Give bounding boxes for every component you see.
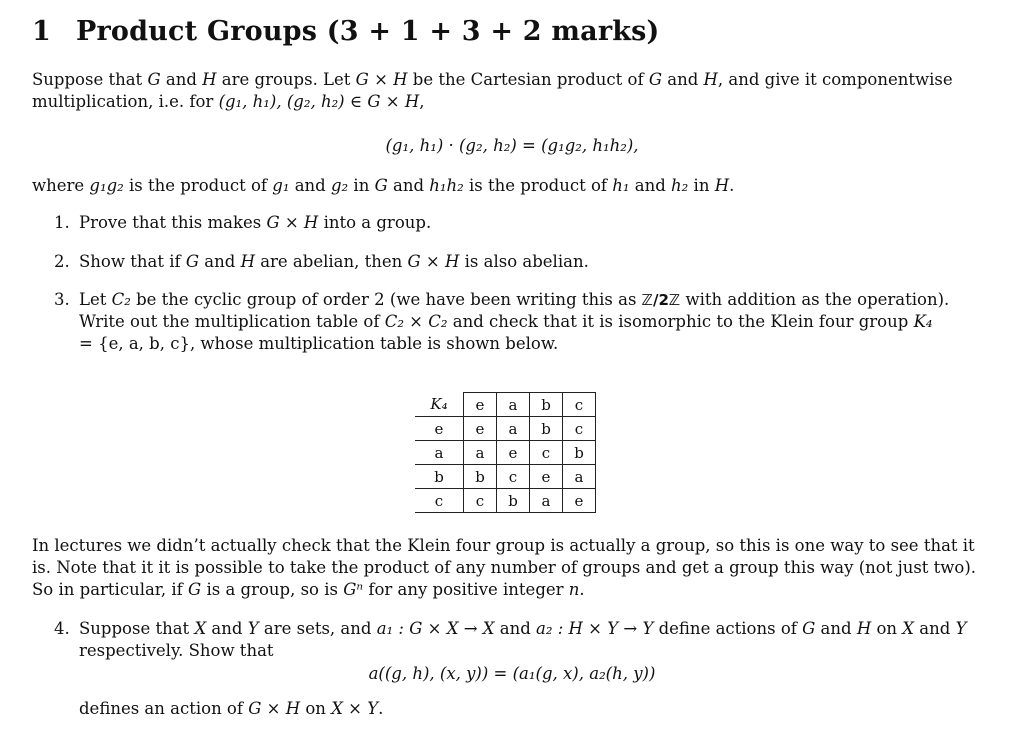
item-marker: 2.: [54, 252, 70, 271]
where-text: in: [348, 176, 375, 195]
where-paragraph: [32, 175, 992, 197]
math-n: n: [568, 580, 580, 599]
where-text: and: [289, 176, 331, 195]
math-h2: h₂: [671, 176, 689, 195]
table-cell: b: [530, 417, 563, 441]
math-a2-map: a₂ : H × Y → Y: [536, 619, 654, 638]
math-C2: C₂: [111, 290, 131, 309]
item-text: defines an action of: [79, 699, 249, 718]
math-G: G: [648, 70, 662, 89]
table-cell: c: [464, 489, 497, 513]
intro-text: are groups. Let: [216, 70, 356, 89]
section-title: Product Groups (3 + 1 + 3 + 2 marks): [76, 16, 660, 47]
table-row-label: b: [415, 465, 464, 489]
paragraph-text: for any positive integer: [363, 580, 569, 599]
intro-text: and: [662, 70, 704, 89]
table-header-cell: c: [563, 393, 596, 417]
question-item-4: [54, 618, 984, 662]
math-K4: K₄: [913, 312, 933, 331]
table-cell: e: [497, 441, 530, 465]
math-XxY: X × Y: [331, 699, 379, 718]
table-cell: c: [563, 417, 596, 441]
math-Z2Z: ℤ/2ℤ: [641, 291, 681, 309]
intro-text: ,: [419, 92, 425, 111]
table-header-cell: b: [530, 393, 563, 417]
where-text: .: [729, 176, 735, 195]
item-text: with addition as the operation). Write out the multiplication table of: [79, 290, 950, 331]
table-cell: c: [530, 441, 563, 465]
paragraph-text: is a group, so is: [201, 580, 344, 599]
item-text: .: [378, 699, 384, 718]
item-text: are abelian, then: [254, 252, 408, 271]
math-H: H: [202, 70, 217, 89]
math-C2xC2: C₂ × C₂: [384, 312, 448, 331]
math-g1: g₁: [272, 176, 290, 195]
math-g2: g₂: [330, 176, 349, 195]
table-header-cell: e: [464, 393, 497, 417]
math-X: X: [194, 619, 207, 638]
table-row: [415, 465, 596, 489]
intro-text: and: [160, 70, 203, 89]
equation-text: a((g, h), (x, y)) = (a₁(g, x), a₂(h, y)): [368, 664, 656, 683]
table-cell: a: [464, 441, 497, 465]
math-G: G: [374, 176, 388, 195]
math-a1-map: a₁ : G × X → X: [376, 619, 495, 638]
question-item-3: [54, 289, 984, 355]
item-marker: 1.: [54, 213, 70, 232]
where-text: and: [629, 176, 672, 195]
math-H: H: [856, 619, 872, 638]
table-row-label: a: [415, 441, 464, 465]
math-K4: K₄: [430, 395, 448, 414]
math-Gn: Gⁿ: [343, 580, 364, 599]
math-X: X: [902, 619, 915, 638]
table-row: [415, 417, 596, 441]
table-row: [415, 489, 596, 513]
table-corner-cell: [415, 393, 464, 417]
math-GxH: G × H: [266, 213, 319, 232]
intro-text: Suppose that: [32, 70, 148, 89]
item-text: is also abelian.: [459, 252, 589, 271]
item-text: whose multiplication table is shown below.: [195, 334, 559, 353]
section-heading: [32, 16, 660, 47]
question-item-1: [54, 212, 984, 234]
math-Y: Y: [247, 619, 259, 638]
table-cell: e: [530, 465, 563, 489]
math-H: H: [703, 70, 718, 89]
table-cell: a: [530, 489, 563, 513]
item-text: and: [914, 619, 956, 638]
math-h1: h₁: [612, 176, 630, 195]
item-text: Suppose that: [79, 619, 195, 638]
item-4-conclusion: [79, 698, 979, 720]
where-text: and: [387, 176, 430, 195]
math-GxH: G × H: [248, 699, 301, 718]
table-row-label: e: [415, 417, 464, 441]
item-text: and: [815, 619, 857, 638]
item-text: into a group.: [318, 213, 432, 232]
table-row: [415, 441, 596, 465]
table-cell: a: [563, 465, 596, 489]
item-marker: 4.: [54, 619, 70, 638]
intro-text: , and give it componentwise multiplication, i.e. for: [32, 70, 953, 111]
table-cell: e: [563, 489, 596, 513]
table-header-cell: a: [497, 393, 530, 417]
math-g1g2: g₁g₂: [89, 176, 124, 195]
table-cell: c: [497, 465, 530, 489]
table-cell: a: [497, 417, 530, 441]
equation-text: (g₁, h₁) · (g₂, h₂) = (g₁g₂, h₁h₂),: [385, 136, 639, 155]
table-row-label: c: [415, 489, 464, 513]
item-marker: 3.: [54, 290, 70, 309]
where-text: is the product of: [123, 176, 273, 195]
klein-four-multiplication-table: [415, 392, 596, 513]
question-item-2: [54, 251, 984, 273]
math-h1h2: h₁h₂: [429, 176, 464, 195]
item-text: and: [206, 619, 248, 638]
item-text: and: [494, 619, 537, 638]
item-text: Show that if: [79, 252, 186, 271]
math-H: H: [714, 176, 730, 195]
item-text: respectively. Show that: [79, 641, 274, 660]
math-pairs: (g₁, h₁), (g₂, h₂) ∈ G × H: [218, 92, 420, 111]
display-equation-multiplication: [0, 136, 1024, 155]
where-text: in: [688, 176, 715, 195]
item-text: are sets, and: [258, 619, 377, 638]
table-cell: b: [563, 441, 596, 465]
math-G: G: [188, 580, 202, 599]
section-number: 1: [32, 16, 51, 47]
item-text: on: [300, 699, 332, 718]
paragraph-text: .: [579, 580, 585, 599]
item-text: on: [871, 619, 903, 638]
paragraph-text: In lectures we didn’t actually check that the Klein four group is actually a group, so this is one way to see that it is. Note that it it is possible to take the product of any number of groups and get a group this way (not just two). So in particular, if: [32, 536, 977, 599]
item-text: Let: [79, 290, 112, 309]
item-text: = {e, a, b, c},: [79, 334, 196, 353]
table-cell: b: [497, 489, 530, 513]
math-G: G: [147, 70, 161, 89]
math-Y: Y: [955, 619, 967, 638]
item-text: Prove that this makes: [79, 213, 267, 232]
item-text: and check that it is isomorphic to the Klein four group: [447, 312, 914, 331]
table-header-row: [415, 393, 596, 417]
intro-text: be the Cartesian product of: [407, 70, 649, 89]
after-table-paragraph: [32, 535, 992, 601]
item-text: and: [199, 252, 241, 271]
math-GxH: G × H: [355, 70, 408, 89]
math-H: H: [240, 252, 255, 271]
table-cell: b: [464, 465, 497, 489]
math-G: G: [185, 252, 200, 271]
table-cell: e: [464, 417, 497, 441]
item-text: define actions of: [653, 619, 803, 638]
where-text: is the product of: [463, 176, 613, 195]
where-text: where: [32, 176, 90, 195]
intro-paragraph: [32, 69, 992, 113]
math-G: G: [802, 619, 816, 638]
display-equation-action: [0, 664, 1024, 683]
item-text: be the cyclic group of order 2 (we have been writing this as: [130, 290, 642, 309]
math-GxH: G × H: [407, 252, 460, 271]
